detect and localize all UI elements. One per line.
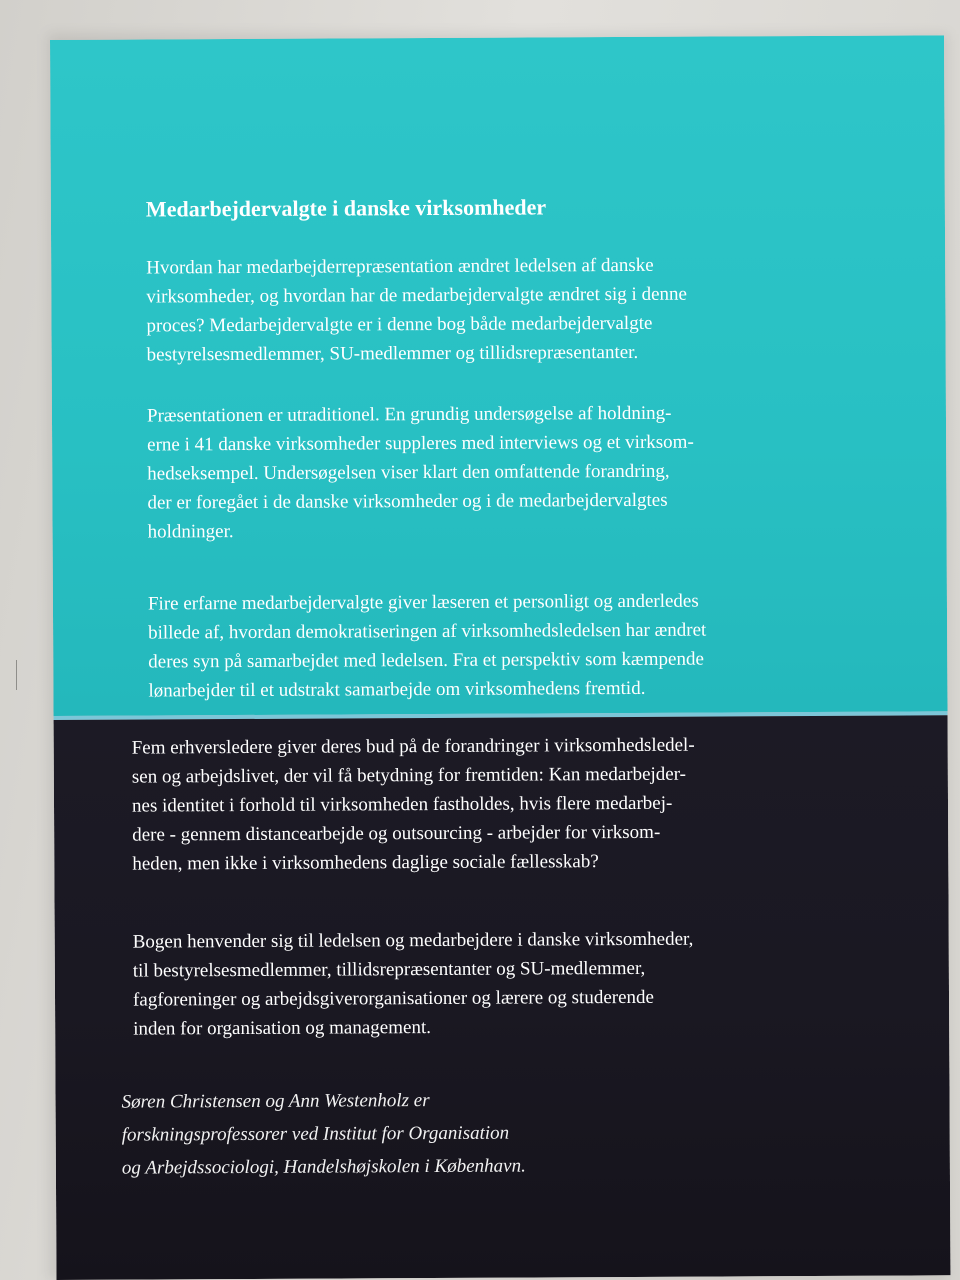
paragraph-business-leaders: Fem erhversledere giver deres bud på de forandringer i virksomhedsledel- sen og arbejdslivet, der vil få betydning for fremtiden: Kan medarbejder- nes identitet i forhold til virksomheden fastholdes, hvis flere medarbej- dere - gennem distancearbejde og outsourcing - arbejder for virksom- heden, men ikke i virksomhedens daglige sociale fællesskab? (131, 734, 695, 875)
paragraph-experienced-representatives: Fire erfarne medarbejdervalgte giver læseren et personligt og anderledes billede af, hvordan demokratiseringen af virksomhedsledelsen har ændret deres syn på samarbejdet med ledelsen. Fra et perspektiv som kæmpende lønarbejder til et udstrakt samarbejde om virksomhedens fremtid. (147, 590, 707, 702)
paragraph-intro: Hvordan har medarbejderrepræsentation ændret ledelsen af danske virksomheder, og hvordan har de medarbejdervalgte ændret sig i denne proces? Medarbejdervalgte er i denne bog både medarbejdervalgte bestyrelsesmedlemmer, SU-medlemmer og tillidsrepræsentanter. (146, 254, 687, 366)
paragraph-audience: Bogen henvender sig til ledelsen og medarbejdere i danske virksomheder, til bestyrelsesmedlemmer, tillidsrepræsentanter og SU-medlemmer, fagforeninger og arbejdsgiverorganisationer og lærere og studerende inden for organisation og management. (132, 928, 694, 1040)
table-mark (16, 660, 17, 690)
authors-note: Søren Christensen og Ann Westenholz er forskningsprofessorer ved Institut for Organisation og Arbejdssociologi, Handelshøjskolen i København. (121, 1090, 526, 1179)
book-title: Medarbejdervalgte i danske virksomheder (145, 194, 547, 222)
paragraph-presentation: Præsentationen er utraditionel. En grundig undersøgelse af holdning- erne i 41 danske virksomheder suppleres med interviews og et virksom- hedseksempel. Undersøgelsen viser klart den omfattende forandring, der er foregået i de danske virksomheder og i de medarbejdervalgtes holdninger. (146, 402, 694, 543)
book-back-cover (50, 35, 950, 1280)
